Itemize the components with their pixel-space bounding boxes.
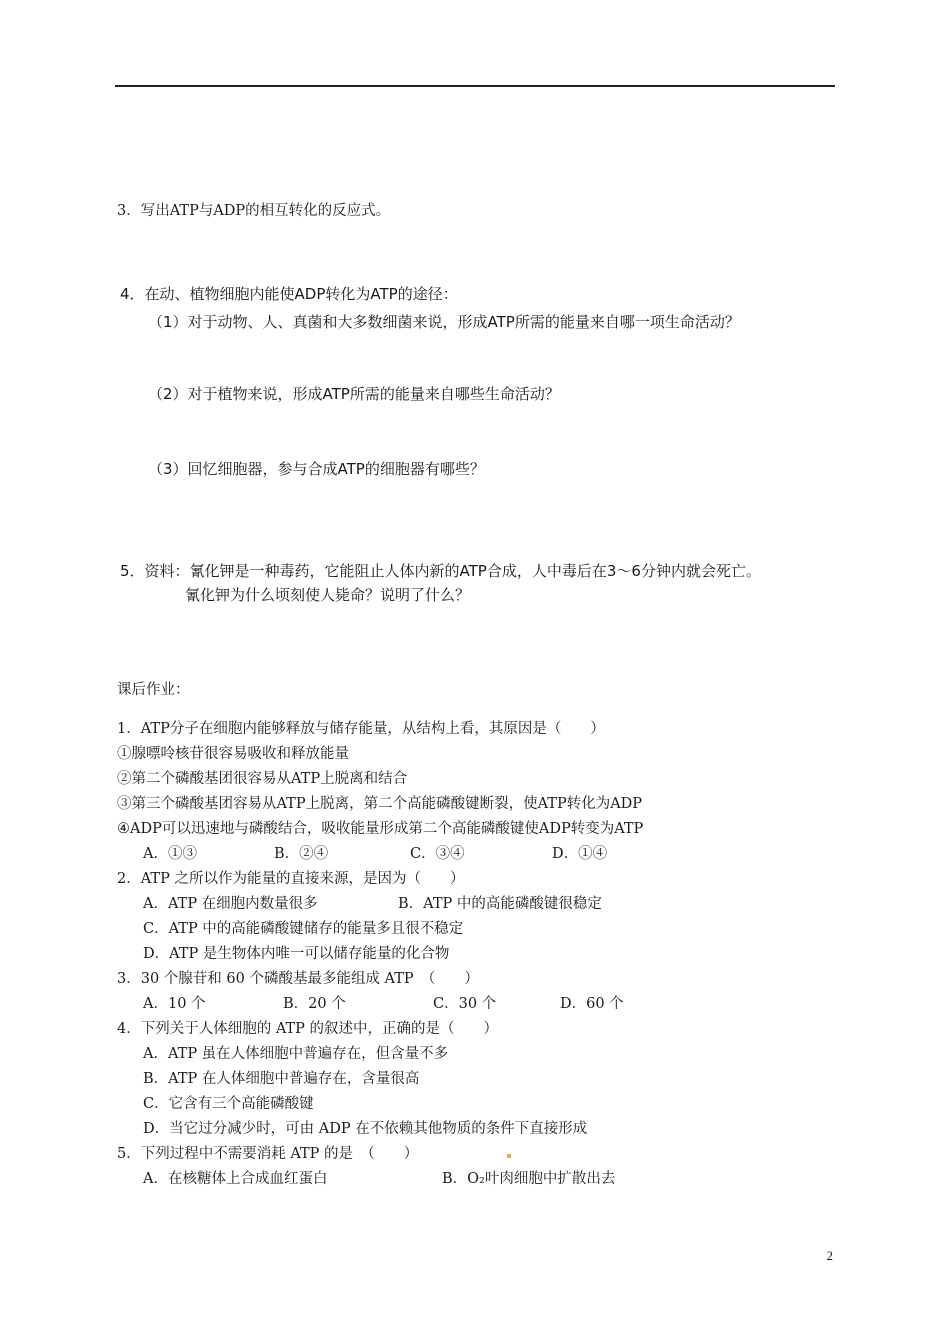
hw5-stem: 5．下列过程中不需要消耗 ATP 的是 （ ）: [117, 1146, 419, 1162]
header-rule: [115, 85, 835, 87]
scan-speck: [507, 1154, 511, 1158]
hw2-options-row1: [0, 894, 950, 914]
hw5-option-b: B．O₂叶肉细胞中扩散出去: [442, 1171, 616, 1187]
question-4-sub3: （3）回忆细胞器，参与合成ATP的细胞器有哪些？: [148, 460, 485, 478]
question-4-title: 4．在动、植物细胞内能使ADP转化为ATP的途径：: [120, 285, 458, 303]
hw4-option-a: A．ATP 虽在人体细胞中普遍存在，但含量不多: [143, 1046, 449, 1062]
hw3-option-b: B．20 个: [283, 996, 346, 1012]
hw3-option-a: A．10 个: [143, 996, 206, 1012]
hw1-option-d: D．①④: [552, 846, 608, 862]
hw3-options: [0, 994, 950, 1014]
hw3-stem: 3．30 个腺苷和 60 个磷酸基最多能组成 ATP （ ）: [117, 971, 479, 987]
hw5-options: [0, 1169, 950, 1189]
question-5-line2: 氰化钾为什么顷刻使人毙命？说明了什么？: [185, 586, 471, 604]
hw3-option-c: C．30 个: [433, 996, 497, 1012]
hw3-option-d: D．60 个: [560, 996, 624, 1012]
hw2-stem: 2．ATP 之所以作为能量的直接来源，是因为（ ）: [117, 871, 465, 887]
hw2-option-d: D．ATP 是生物体内唯一可以储存能量的化合物: [143, 946, 450, 962]
hw1-options: [0, 844, 950, 864]
hw1-statement-3: ③第三个磷酸基团容易从ATP上脱离，第二个高能磷酸键断裂，使ATP转化为ADP: [117, 796, 643, 812]
question-4-sub2: （2）对于植物来说，形成ATP所需的能量来自哪些生命活动？: [148, 385, 560, 403]
page-number: 2: [826, 1248, 833, 1263]
hw2-option-c: C．ATP 中的高能磷酸键储存的能量多且很不稳定: [143, 921, 464, 937]
hw1-statement-2: ②第二个磷酸基团很容易从ATP上脱离和结合: [117, 771, 408, 787]
hw2-option-b: B．ATP 中的高能磷酸键很稳定: [398, 896, 602, 912]
hw2-option-a: A．ATP 在细胞内数量很多: [143, 896, 318, 912]
question-4-sub1: （1）对于动物、人、真菌和大多数细菌来说，形成ATP所需的能量来自哪一项生命活动？: [148, 313, 740, 331]
hw5-option-a: A．在核糖体上合成血红蛋白: [143, 1171, 328, 1187]
hw1-option-a: A．①③: [143, 846, 197, 862]
homework-heading: 课后作业：: [117, 682, 190, 698]
hw1-option-b: B．②④: [274, 846, 329, 862]
hw4-option-d: D．当它过分减少时，可由 ADP 在不依赖其他物质的条件下直接形成: [143, 1121, 588, 1137]
hw1-option-c: C．③④: [410, 846, 465, 862]
question-3: 3．写出ATP与ADP的相互转化的反应式。: [117, 203, 391, 219]
hw4-stem: 4．下列关于人体细胞的 ATP 的叙述中，正确的是（ ）: [117, 1021, 499, 1037]
hw4-option-b: B．ATP 在人体细胞中普遍存在，含量很高: [143, 1071, 420, 1087]
hw1-stem: 1．ATP分子在细胞内能够释放与储存能量，从结构上看，其原因是（ ）: [117, 721, 605, 737]
question-5-line1: 5．资料：氰化钾是一种毒药，它能阻止人体内新的ATP合成，人中毒后在3～6分钟内就会死亡。: [120, 562, 761, 580]
hw1-statement-4: ④ADP可以迅速地与磷酸结合，吸收能量形成第二个高能磷酸键使ADP转变为ATP: [117, 821, 644, 837]
hw1-statement-1: ①腺嘌呤核苷很容易吸收和释放能量: [117, 746, 349, 762]
hw4-option-c: C．它含有三个高能磷酸键: [143, 1096, 314, 1112]
